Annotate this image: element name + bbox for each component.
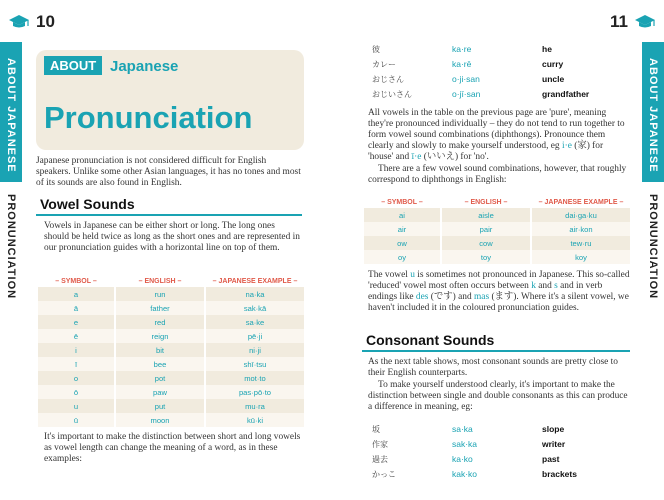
closing-paragraph: It's important to make the distinction between short and long vowels as vowel length can change the meaning of a word, as in these examples: <box>44 432 301 464</box>
table-row <box>38 371 304 385</box>
vowel-table-body <box>38 287 304 427</box>
english-cell: toy <box>442 250 530 264</box>
english-cell: father <box>116 301 204 315</box>
example-japanese: 坂 <box>372 425 380 434</box>
example-cell: sa·ke <box>206 315 304 329</box>
example-english: grandfather <box>542 89 590 99</box>
symbol-cell: ī <box>38 357 114 371</box>
chapter-label: PRONUNCIATION <box>5 194 17 300</box>
example-romanization: ka·re <box>452 44 472 54</box>
graduation-cap-icon <box>8 14 30 30</box>
diphthong-table <box>362 196 632 264</box>
english-cell: put <box>116 399 204 413</box>
chapter-label: PRONUNCIATION <box>647 194 659 300</box>
symbol-cell: ū <box>38 413 114 427</box>
banner-subtitle: Japanese <box>110 58 179 75</box>
table-row <box>364 208 630 222</box>
symbol-cell: ē <box>38 329 114 343</box>
example-japanese: おじいさん <box>372 90 412 99</box>
intro-paragraph: Japanese pronunciation is not considered difficult for English speakers. Unlike some other Asian languages, it has no tones and most of its sounds are also found in English. <box>36 156 301 188</box>
table-header-example: – JAPANESE EXAMPLE – <box>538 198 624 206</box>
consonant-paragraph-1: As the next table shows, most consonant sounds are pretty close to their English counterparts. <box>368 357 618 378</box>
section-tab-label: ABOUT JAPANESE <box>5 58 17 173</box>
about-tag: ABOUT <box>44 56 102 75</box>
table-row <box>364 250 630 264</box>
reduced-vowel-paragraph: The vowel u is sometimes not pronounced in Japanese. This so-called 'reduced' vowel most often occurs between k and s and in verb endings like des (です) and mas (ます). Where it's a silent vowel, we haven't included it in the coloured pronunciation guides. <box>368 270 630 313</box>
example-cell: dai·ga·ku <box>532 208 630 222</box>
symbol-cell: i <box>38 343 114 357</box>
example-japanese: 作家 <box>372 440 388 449</box>
symbol-cell: air <box>364 222 440 236</box>
example-japanese: カレー <box>372 60 396 69</box>
vowel-heading: Vowel Sounds <box>40 196 135 212</box>
page-number: 10 <box>36 12 55 31</box>
example-cell: kū·ki <box>206 413 304 427</box>
diphthong-paragraph-2: There are a few vowel sound combinations, however, that roughly correspond to diphthongs in English: <box>368 164 627 185</box>
english-cell: pair <box>442 222 530 236</box>
page-title: Pronunciation <box>44 100 253 135</box>
example-cell: pē·ji <box>206 329 304 343</box>
english-cell: aisle <box>442 208 530 222</box>
table-row <box>38 399 304 413</box>
symbol-cell: ai <box>364 208 440 222</box>
vowel-paragraph: Vowels in Japanese can be either short or long. The long ones should be held twice as long as the short ones and are represented in our pronunciation guides with a horizontal line on top of them. <box>44 221 300 253</box>
table-row <box>364 222 630 236</box>
table-row <box>364 236 630 250</box>
english-cell: paw <box>116 385 204 399</box>
example-cell: pas·pō·to <box>206 385 304 399</box>
table-row <box>38 413 304 427</box>
example-japanese: 彼 <box>372 45 380 54</box>
example-romanization: ka·ko <box>452 454 473 464</box>
example-romanization: sak·ka <box>452 439 478 449</box>
example-romanization: sa·ka <box>452 424 473 434</box>
symbol-cell: a <box>38 287 114 301</box>
example-english: curry <box>542 59 564 69</box>
section-tab <box>642 42 664 182</box>
example-english: uncle <box>542 74 565 84</box>
table-header-symbol: – SYMBOL – <box>55 277 97 285</box>
example-cell: mot·to <box>206 371 304 385</box>
section-tab-label: ABOUT JAPANESE <box>647 58 659 173</box>
example-cell: na·ka <box>206 287 304 301</box>
symbol-cell: u <box>38 399 114 413</box>
english-cell: red <box>116 315 204 329</box>
example-japanese: おじさん <box>372 75 404 84</box>
table-row <box>38 357 304 371</box>
symbol-cell: o <box>38 371 114 385</box>
graduation-cap-icon <box>634 14 656 30</box>
example-cell: air·kon <box>532 222 630 236</box>
example-english: slope <box>542 424 565 434</box>
example-english: he <box>542 44 552 54</box>
example-english: brackets <box>542 469 577 479</box>
table-row <box>38 385 304 399</box>
diphthong-table-body <box>364 208 630 264</box>
english-cell: reign <box>116 329 204 343</box>
symbol-cell: oy <box>364 250 440 264</box>
right-page <box>332 0 664 500</box>
english-cell: moon <box>116 413 204 427</box>
example-cell: sak·kā <box>206 301 304 315</box>
symbol-cell: ā <box>38 301 114 315</box>
example-romanization: ka·rē <box>452 59 472 69</box>
heading-rule <box>36 214 302 216</box>
table-header-english: – ENGLISH – <box>138 277 182 285</box>
example-cell: mu·ra <box>206 399 304 413</box>
consonant-paragraph-2: To make yourself understood clearly, it's important to make the distinction between single and double consonants as this can produce a difference in meaning, eg: <box>368 380 628 412</box>
symbol-cell: ō <box>38 385 114 399</box>
english-cell: pot <box>116 371 204 385</box>
example-cell: tew·ru <box>532 236 630 250</box>
vowel-table <box>36 275 306 427</box>
english-cell: bee <box>116 357 204 371</box>
symbol-cell: ow <box>364 236 440 250</box>
example-japanese: 過去 <box>372 455 388 464</box>
example-english: writer <box>542 439 566 449</box>
table-row <box>38 301 304 315</box>
example-japanese: かっこ <box>372 470 396 479</box>
page-number: 11 <box>610 12 628 31</box>
english-cell: run <box>116 287 204 301</box>
table-row <box>38 343 304 357</box>
consonant-heading: Consonant Sounds <box>366 332 495 348</box>
diphthong-paragraph-1: All vowels in the table on the previous page are 'pure', meaning they're pronounced individually – they do not tend to run together to form vowel sound combinations (diphthongs). Pronounce them clearly and slowly to make yourself understood, eg i·e (家) for 'house' and ī·e (いいえ) for 'no'. <box>368 108 625 162</box>
english-cell: cow <box>442 236 530 250</box>
section-tab <box>0 42 22 182</box>
example-romanization: o·jī·san <box>452 89 481 99</box>
table-row <box>38 315 304 329</box>
table-row <box>38 329 304 343</box>
table-row <box>38 287 304 301</box>
example-romanization: o·ji·san <box>452 74 480 84</box>
english-cell: bit <box>116 343 204 357</box>
example-romanization: kak·ko <box>452 469 478 479</box>
example-cell: ni·ji <box>206 343 304 357</box>
table-header-example: – JAPANESE EXAMPLE – <box>212 277 298 285</box>
heading-rule <box>362 350 630 352</box>
example-cell: shī·tsu <box>206 357 304 371</box>
table-header-symbol: – SYMBOL – <box>381 198 423 206</box>
table-header-english: – ENGLISH – <box>464 198 508 206</box>
example-cell: koy <box>532 250 630 264</box>
example-english: past <box>542 454 560 464</box>
symbol-cell: e <box>38 315 114 329</box>
